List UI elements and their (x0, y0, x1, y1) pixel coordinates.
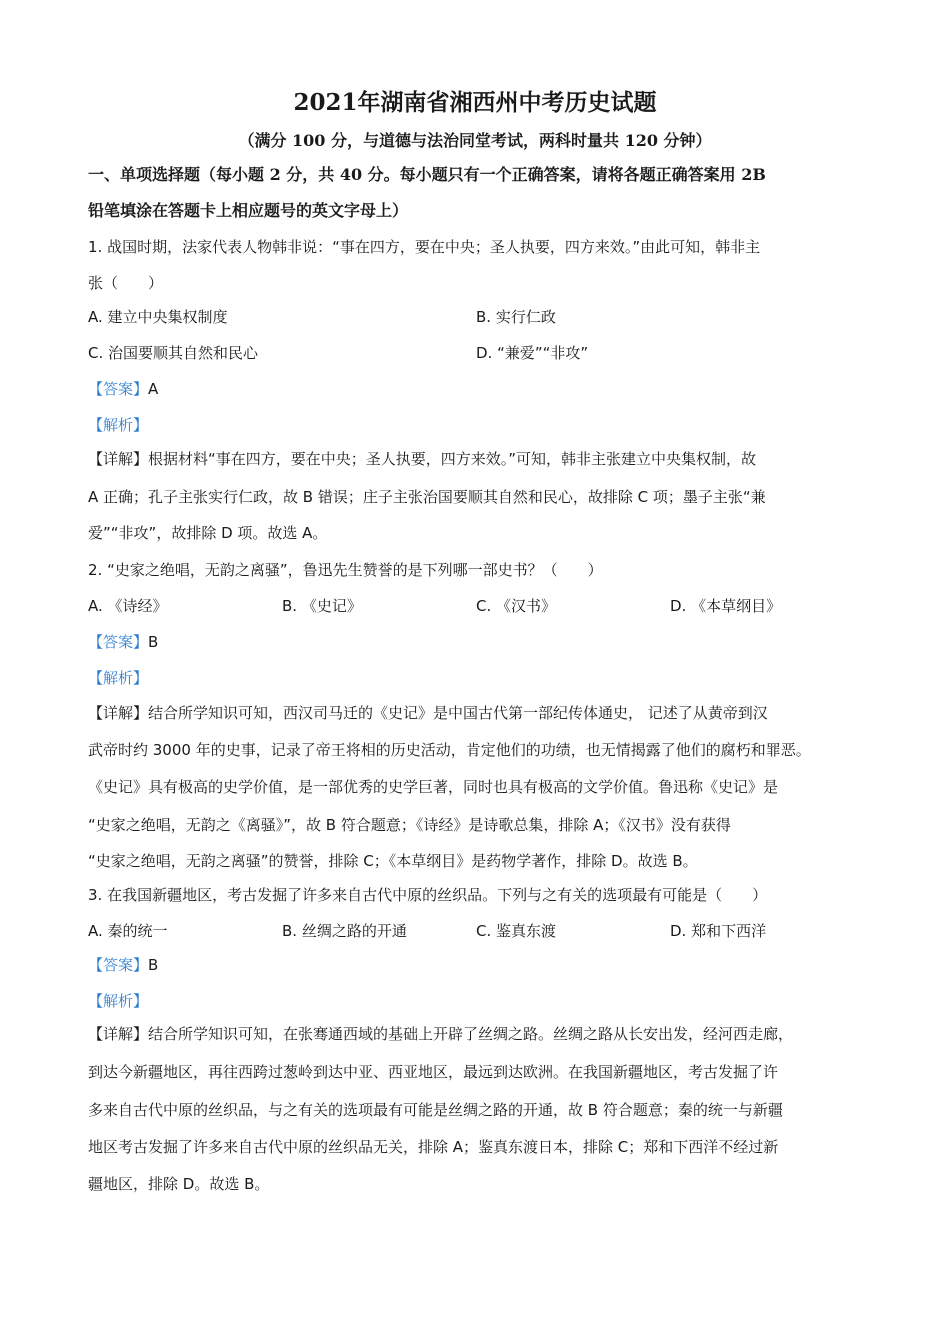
q2-detail-line5: “史家之绝唱，无韵之离骚”的赞誉，排除 C；《本草纲目》是药物学著作，排除 D。故选 B。 (88, 852, 698, 870)
answer-label: 【答案】 (88, 380, 149, 398)
q3-detail-line3: 多来自古代中原的丝织品，与之有关的选项最有可能是丝绸之路的开通，故 B 符合题意；秦的统一与新疆 (88, 1101, 783, 1119)
q2-detail-line3: 《史记》具有极高的史学价值，是一部优秀的史学巨著，同时也具有极高的文学价值。鲁迅称《史记》是 (88, 778, 779, 796)
q2-option-d: D. 《本草纲目》 (670, 597, 782, 615)
q3-answer-value: B (148, 956, 159, 974)
q3-option-a: A. 秦的统一 (88, 922, 168, 940)
q2-detail-line2: 武帝时约 3000 年的史事，记录了帝王将相的历史活动，肯定他们的功绩，也无情揭露了他们的腐朽和罪恶。 (88, 741, 811, 759)
q1-stem-line1: 1. 战国时期，法家代表人物韩非说：“事在四方，要在中央；圣人执要，四方来效。”由此可知，韩非主 (88, 238, 761, 256)
q1-option-b: B. 实行仁政 (476, 308, 556, 326)
q3-option-b: B. 丝绸之路的开通 (282, 922, 407, 940)
detail-label: 【详解】 (88, 1025, 149, 1043)
answer-label: 【答案】 (88, 956, 149, 974)
page-subtitle: （满分 100 分，与道德与法治同堂考试，两科时量共 120 分钟） (238, 131, 712, 150)
q2-option-a: A. 《诗经》 (88, 597, 168, 615)
q1-stem-line2: 张（ ） (88, 274, 164, 292)
q3-option-d: D. 郑和下西洋 (670, 922, 767, 940)
q3-detail-line2: 到达今新疆地区，再往西跨过葱岭到达中亚、西亚地区，最远到达欧洲。在我国新疆地区，考古发掘了许 (88, 1063, 779, 1081)
q2-detail-line4: “史家之绝唱，无韵之《离骚》”，故 B 符合题意；《诗经》是诗歌总集，排除 A；《汉书》没有获得 (88, 816, 731, 834)
q1-answer-row (88, 378, 158, 400)
q1-detail-line1: 【详解】根据材料“事在四方，要在中央；圣人执要，四方来效。”可知，韩非主张建立中央集权制，故 (88, 450, 757, 468)
q3-detail-line5: 疆地区，排除 D。故选 B。 (88, 1175, 270, 1193)
q3-detail-line1: 【详解】结合所学知识可知，在张骞通西域的基础上开辟了丝绸之路。丝绸之路从长安出发，经河西走廊， (88, 1025, 794, 1043)
page-title: 2021年湖南省湘西州中考历史试题 (293, 89, 657, 116)
q2-option-c: C. 《汉书》 (476, 597, 557, 615)
q3-detail-line4: 地区考古发掘了许多来自古代中原的丝织品无关，排除 A；鉴真东渡日本，排除 C；郑和下西洋不经过新 (88, 1138, 779, 1156)
q2-option-b: B. 《史记》 (282, 597, 362, 615)
q1-answer-value: A (148, 380, 159, 398)
q1-option-a: A. 建立中央集权制度 (88, 308, 228, 326)
q2-detail-line1: 【详解】结合所学知识可知，西汉司马迁的《史记》是中国古代第一部纪传体通史， 记述了从黄帝到汉 (88, 704, 768, 722)
q1-analysis-label: 【解析】 (88, 416, 149, 434)
q3-stem: 3. 在我国新疆地区，考古发掘了许多来自古代中原的丝织品。下列与之有关的选项最有可能是（ ） (88, 886, 768, 904)
q1-detail-line3: 爱”“非攻”，故排除 D 项。故选 A。 (88, 524, 328, 542)
q3-option-c: C. 鉴真东渡 (476, 922, 557, 940)
detail-label: 【详解】 (88, 704, 149, 722)
detail-label: 【详解】 (88, 450, 149, 468)
q2-stem: 2. “史家之绝唱，无韵之离骚”，鲁迅先生赞誉的是下列哪一部史书？（ ） (88, 561, 603, 579)
section-heading-line2: 铅笔填涂在答题卡上相应题号的英文字母上） (88, 201, 409, 220)
q3-analysis-label: 【解析】 (88, 992, 149, 1010)
answer-label: 【答案】 (88, 633, 149, 651)
q3-answer-row (88, 954, 158, 976)
q1-option-c: C. 治国要顺其自然和民心 (88, 344, 259, 362)
q2-answer-value: B (148, 633, 159, 651)
q2-answer-row (88, 631, 158, 653)
q1-option-d: D. “兼爱”“非攻” (476, 344, 589, 362)
q2-analysis-label: 【解析】 (88, 669, 149, 687)
section-heading-line1: 一、单项选择题（每小题 2 分，共 40 分。每小题只有一个正确答案，请将各题正确答案用 2B (88, 165, 766, 184)
q1-detail-line2: A 正确；孔子主张实行仁政，故 B 错误；庄子主张治国要顺其自然和民心，故排除 C 项；墨子主张“兼 (88, 488, 766, 506)
